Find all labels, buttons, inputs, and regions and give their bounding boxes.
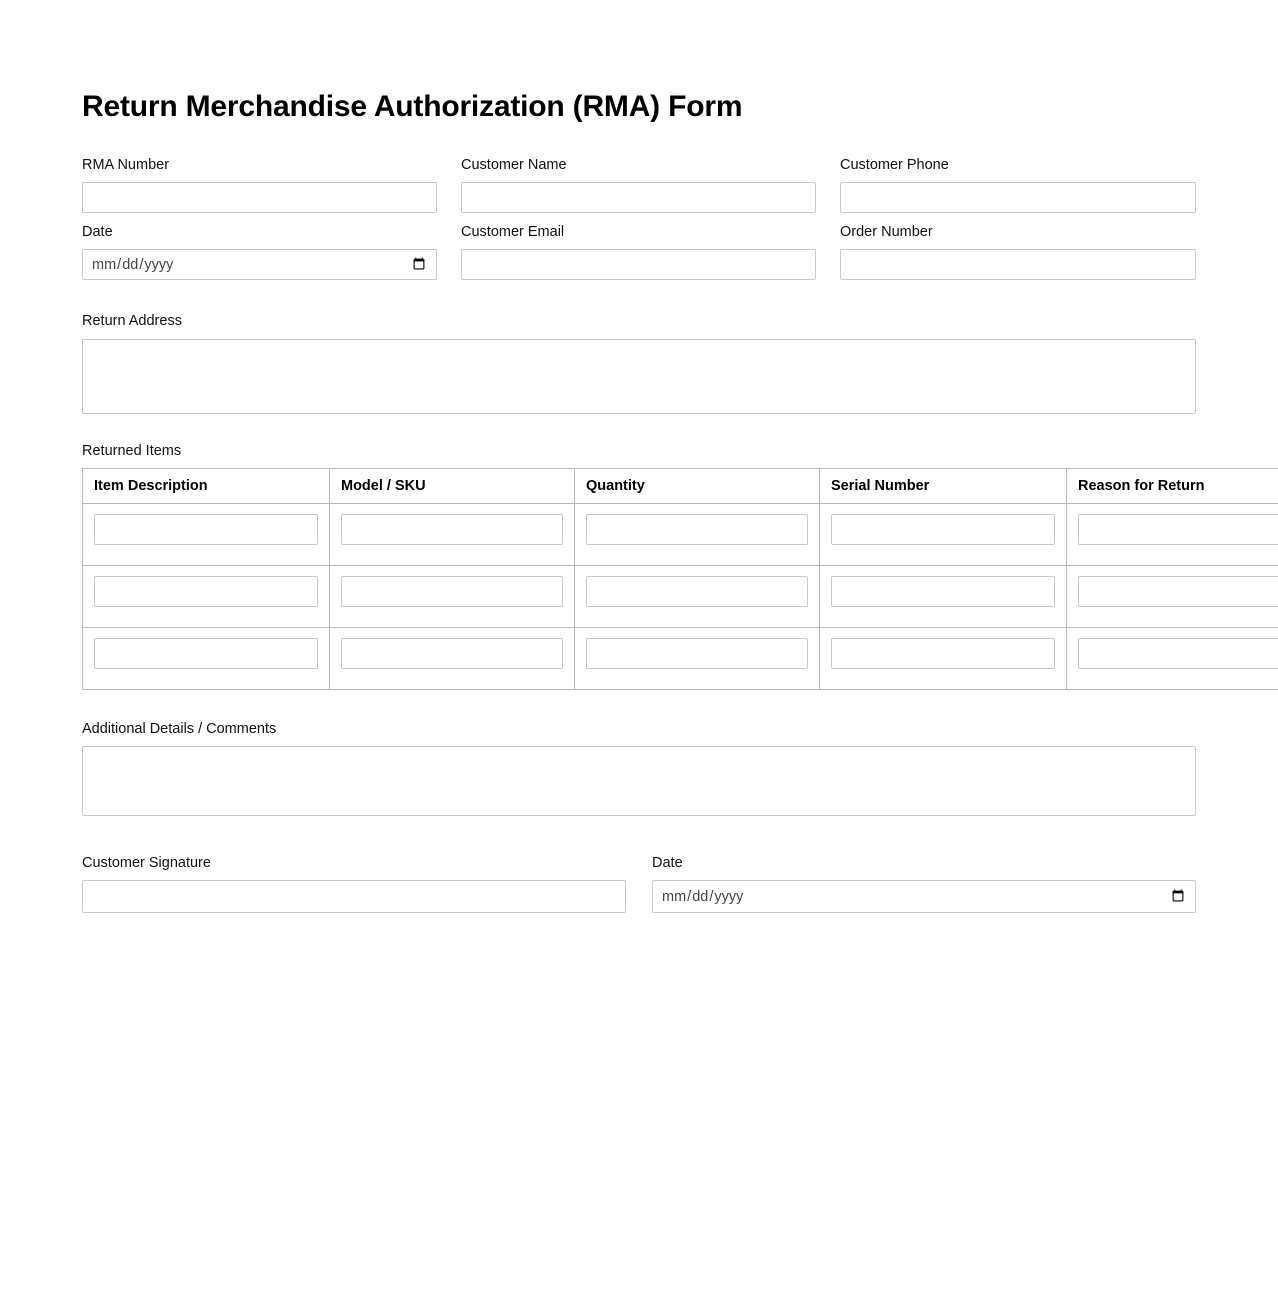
customer-phone-input[interactable] (840, 182, 1196, 213)
column-header-item-description: Item Description (83, 469, 330, 504)
cell-quantity (575, 504, 820, 566)
customer-name-input[interactable] (461, 182, 816, 213)
label-date: Date (82, 224, 113, 240)
reason-for-return-input-3[interactable] (1078, 638, 1278, 669)
field-customer-name (461, 156, 816, 213)
reason-for-return-input-2[interactable] (1078, 576, 1278, 607)
cell-serial-number (820, 628, 1067, 690)
returned-items-section (82, 442, 1205, 690)
label-additional-details: Additional Details / Comments (82, 721, 277, 737)
column-header-quantity: Quantity (575, 469, 820, 504)
cell-item-description (83, 628, 330, 690)
label-returned-items: Returned Items (82, 443, 182, 459)
column-header-model-sku: Model / SKU (330, 469, 575, 504)
cell-model-sku (330, 504, 575, 566)
reason-for-return-input-1[interactable] (1078, 514, 1278, 545)
form-row-1 (82, 156, 1196, 223)
item-description-input-3[interactable] (94, 638, 318, 669)
model-sku-input-2[interactable] (341, 576, 563, 607)
model-sku-input-1[interactable] (341, 514, 563, 545)
label-customer-signature: Customer Signature (82, 855, 211, 871)
table-header-row (83, 469, 1278, 504)
signature-row (82, 854, 1196, 913)
table-row (83, 566, 1278, 628)
rma-number-input[interactable] (82, 182, 437, 213)
page-title: Return Merchandise Authorization (RMA) Form (82, 90, 743, 123)
label-rma-number: RMA Number (82, 157, 170, 173)
table-row (83, 504, 1278, 566)
date-input[interactable] (82, 249, 437, 280)
cell-item-description (83, 566, 330, 628)
field-signature-date (652, 854, 1196, 913)
order-number-input[interactable] (840, 249, 1196, 280)
field-customer-phone (840, 156, 1196, 213)
quantity-input-3[interactable] (586, 638, 808, 669)
label-return-address: Return Address (82, 313, 182, 329)
label-signature-date: Date (652, 855, 683, 871)
field-additional-details (82, 720, 1196, 816)
cell-serial-number (820, 566, 1067, 628)
additional-details-textarea[interactable] (82, 746, 1196, 816)
field-date (82, 223, 437, 280)
field-customer-email (461, 223, 816, 280)
serial-number-input-1[interactable] (831, 514, 1055, 545)
cell-quantity (575, 628, 820, 690)
serial-number-input-2[interactable] (831, 576, 1055, 607)
label-customer-email: Customer Email (461, 224, 565, 240)
form-row-2 (82, 223, 1196, 290)
quantity-input-2[interactable] (586, 576, 808, 607)
field-return-address (82, 312, 1196, 414)
cell-reason-for-return (1067, 566, 1278, 628)
customer-email-input[interactable] (461, 249, 816, 280)
page-bottom-spacer (82, 913, 1196, 1143)
cell-model-sku (330, 566, 575, 628)
field-order-number (840, 223, 1196, 280)
return-address-textarea[interactable] (82, 339, 1196, 414)
cell-model-sku (330, 628, 575, 690)
serial-number-input-3[interactable] (831, 638, 1055, 669)
label-customer-name: Customer Name (461, 157, 567, 173)
column-header-serial-number: Serial Number (820, 469, 1067, 504)
table-row (83, 628, 1278, 690)
column-header-reason-for-return: Reason for Return (1067, 469, 1278, 504)
item-description-input-1[interactable] (94, 514, 318, 545)
cell-serial-number (820, 504, 1067, 566)
cell-item-description (83, 504, 330, 566)
customer-signature-input[interactable] (82, 880, 626, 913)
returned-items-table (82, 468, 1278, 690)
item-description-input-2[interactable] (94, 576, 318, 607)
cell-quantity (575, 566, 820, 628)
label-customer-phone: Customer Phone (840, 157, 949, 173)
cell-reason-for-return (1067, 628, 1278, 690)
quantity-input-1[interactable] (586, 514, 808, 545)
cell-reason-for-return (1067, 504, 1278, 566)
label-order-number: Order Number (840, 224, 933, 240)
model-sku-input-3[interactable] (341, 638, 563, 669)
field-rma-number (82, 156, 437, 213)
field-customer-signature (82, 854, 626, 913)
signature-date-input[interactable] (652, 880, 1196, 913)
